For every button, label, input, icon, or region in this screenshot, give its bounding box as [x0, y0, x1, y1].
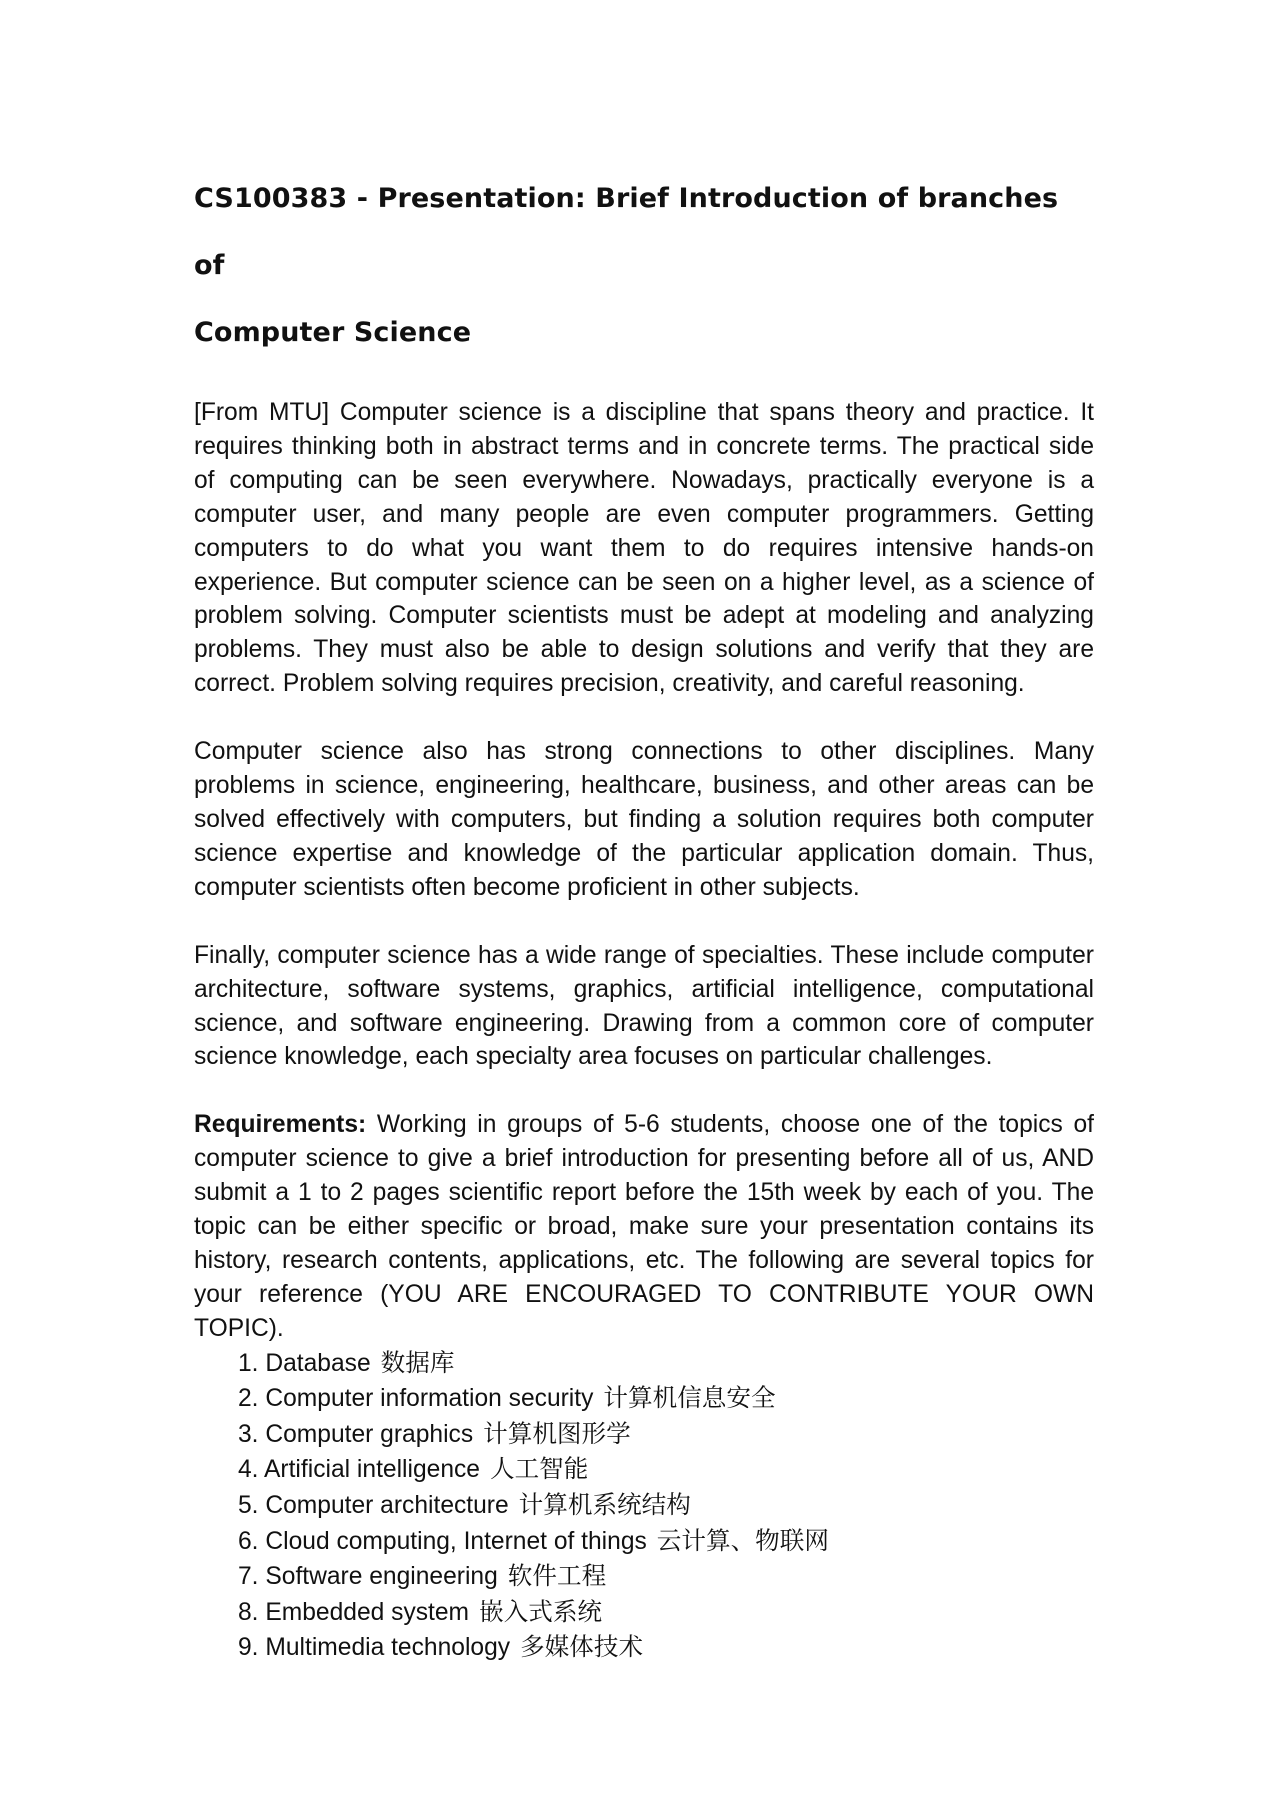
requirements-text: Working in groups of 5-6 students, choose one of the topics of computer science to give a brief introduction for presenting before all of us, AND submit a 1 to 2 pages scientific report before the 15th week by each of you. The topic can be either specific or broad, make sure your presentation contains its history, research contents, applications, etc. The following are several topics for your reference (YOU ARE ENCOURAGED TO CONTRIBUTE YOUR OWN TOPIC).	[194, 1111, 1094, 1342]
topic-number: 9.	[238, 1634, 259, 1662]
document-page	[194, 165, 1094, 1666]
topic-number: 7.	[238, 1563, 259, 1591]
topic-english: Cloud computing, Internet of things	[265, 1527, 647, 1555]
topic-item	[238, 1452, 1094, 1488]
topic-english: Computer graphics	[265, 1420, 474, 1448]
topic-english: Computer information security	[265, 1385, 594, 1413]
title-line-2: Computer Science	[194, 317, 472, 348]
topic-item	[238, 1346, 1094, 1382]
topic-chinese: 计算机信息安全	[603, 1383, 776, 1413]
topic-english: Computer architecture	[265, 1492, 509, 1520]
topic-item	[238, 1417, 1094, 1453]
topic-item	[238, 1381, 1094, 1417]
topic-number: 5.	[238, 1492, 259, 1520]
paragraph-connections: Computer science also has strong connections to other disciplines. Many problems in science, engineering, healthcare, business, and other areas can be solved effectively with computers, but finding a solution requires both computer science expertise and knowledge of the particular application domain. Thus, computer scientists often become proficient in other subjects.	[194, 738, 1094, 901]
topic-item	[238, 1524, 1094, 1560]
topic-chinese: 计算机图形学	[483, 1418, 631, 1448]
requirements-label: Requirements:	[194, 1111, 367, 1139]
topic-english: Database	[265, 1349, 371, 1377]
topic-chinese: 人工智能	[489, 1454, 589, 1484]
topic-item	[238, 1595, 1094, 1631]
topic-chinese: 计算机系统结构	[518, 1490, 691, 1520]
paragraph-intro: [From MTU] Computer science is a discipline that spans theory and practice. It requires thinking both in abstract terms and in concrete terms. The practical side of computing can be seen everywhere. Nowadays, practically everyone is a computer user, and many people are even computer programmers. Getting computers to do what you want them to do requires intensive hands-on experience. But computer science can be seen on a higher level, as a science of problem solving. Computer scientists must be adept at modeling and analyzing problems. They must also be able to design solutions and verify that they are correct. Problem solving requires precision, creativity, and careful reasoning.	[194, 399, 1094, 698]
topic-item	[238, 1488, 1094, 1524]
topic-item	[238, 1559, 1094, 1595]
topic-number: 2.	[238, 1385, 259, 1413]
topic-chinese: 嵌入式系统	[479, 1596, 603, 1626]
topic-english: Embedded system	[265, 1598, 470, 1626]
topic-number: 3.	[238, 1420, 259, 1448]
topic-number: 8.	[238, 1598, 259, 1626]
topic-chinese: 云计算、物联网	[656, 1525, 829, 1555]
topic-number: 1.	[238, 1349, 259, 1377]
topic-list	[194, 1346, 1094, 1666]
topic-number: 4.	[238, 1456, 259, 1484]
document-title	[194, 165, 1094, 366]
topic-number: 6.	[238, 1527, 259, 1555]
paragraph-requirements	[194, 1108, 1094, 1345]
topic-chinese: 多媒体技术	[520, 1632, 644, 1662]
topic-chinese: 数据库	[380, 1347, 455, 1377]
paragraph-specialties: Finally, computer science has a wide range of specialties. These include computer architecture, software systems, graphics, artificial intelligence, computational science, and software engineering. Drawing from a common core of computer science knowledge, each specialty area focuses on particular challenges.	[194, 941, 1094, 1071]
topic-item	[238, 1630, 1094, 1666]
title-line-1: CS100383 - Presentation: Brief Introduction of branches of	[194, 183, 1059, 281]
topic-chinese: 软件工程	[507, 1561, 607, 1591]
topic-english: Multimedia technology	[265, 1634, 511, 1662]
topic-english: Software engineering	[265, 1563, 498, 1591]
topic-english: Artificial intelligence	[264, 1456, 480, 1484]
